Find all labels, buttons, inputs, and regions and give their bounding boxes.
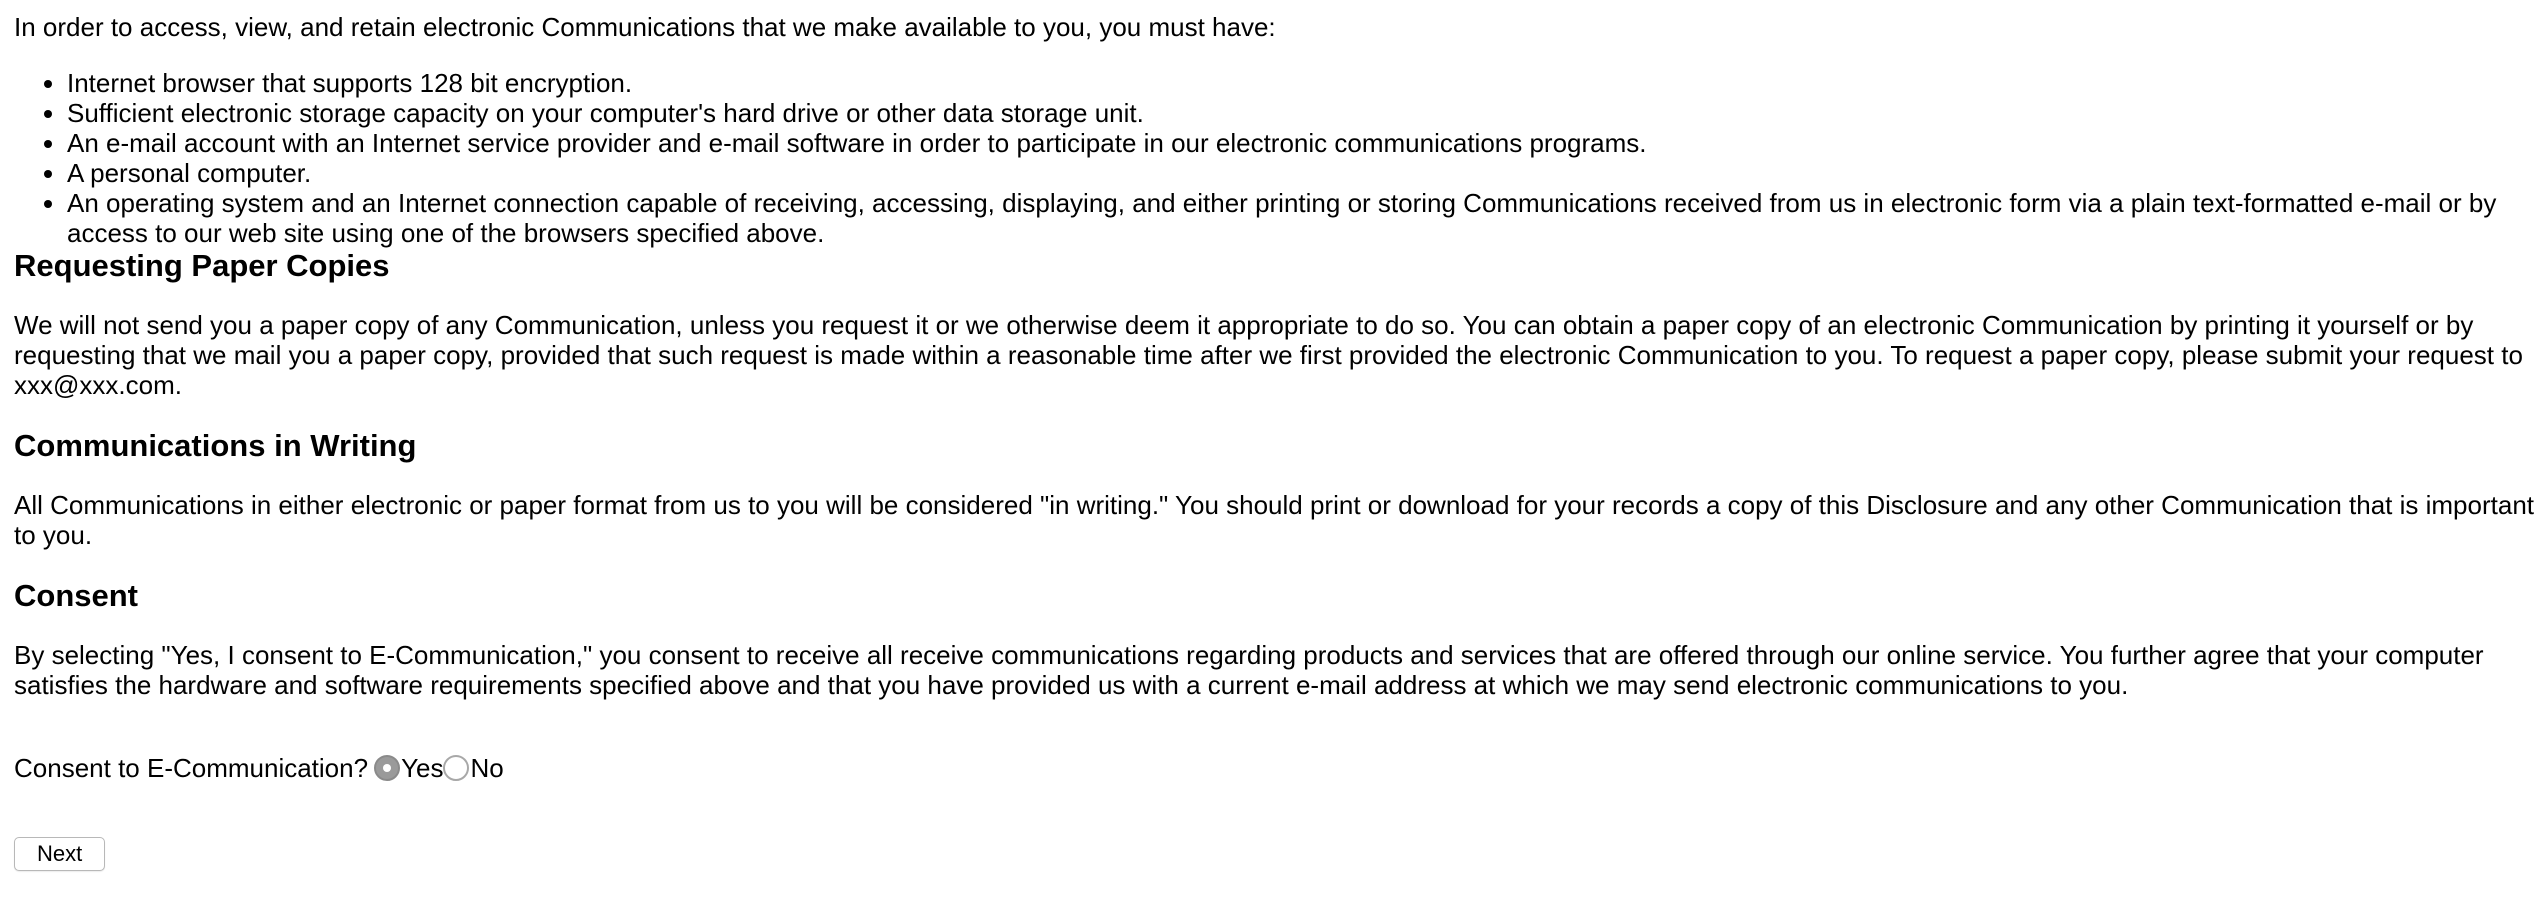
paper-copies-heading: Requesting Paper Copies — [14, 248, 390, 283]
consent-yes-label[interactable]: Yes — [401, 753, 444, 783]
list-item: • A personal computer. — [67, 158, 2534, 188]
consent-radio-group — [14, 753, 2534, 783]
consent-no-radio[interactable] — [443, 755, 469, 781]
paper-copies-text: We will not send you a paper copy of any Communication, unless you request it or we otherwise deem it appropriate to do so. You can obtain a paper copy of an electronic Communication by printing it yourself or by requesting that we mail you a paper copy, provided that such request is made within a reasonable time after we first provided the electronic Communication to you. To request a paper copy, please submit your request to xxx@xxx.com. — [14, 310, 2523, 400]
in-writing-heading: Communications in Writing — [14, 428, 417, 463]
requirements-list — [14, 68, 2534, 248]
consent-question-label: Consent to E-Communication? — [14, 753, 369, 783]
consent-no-label[interactable]: No — [470, 753, 504, 783]
radio-dot — [383, 764, 391, 772]
next-button[interactable]: Next — [14, 837, 105, 871]
list-item: • An e-mail account with an Internet service provider and e-mail software in order to participate in our electronic communications programs. — [67, 128, 2534, 158]
in-writing-text: All Communications in either electronic or paper format from us to you will be considered "in writing." You should print or download for your records a copy of this Disclosure and any other Communication that is important to you. — [14, 490, 2535, 550]
disclosure-content — [14, 12, 2534, 871]
next-button-wrap — [14, 837, 2534, 871]
consent-heading: Consent — [14, 578, 138, 613]
list-item: • Internet browser that supports 128 bit encryption. — [67, 68, 2534, 98]
consent-yes-radio[interactable] — [374, 755, 400, 781]
consent-text: By selecting "Yes, I consent to E-Communication," you consent to receive all receive communications regarding products and services that are offered through our online service. You further agree that your computer satisfies the hardware and software requirements specified above and that you have provided us with a current e-mail address at which we may send electronic communications to you. — [14, 640, 2484, 700]
list-item: • Sufficient electronic storage capacity on your computer's hard drive or other data storage unit. — [67, 98, 2534, 128]
intro-text: In order to access, view, and retain electronic Communications that we make available to you, you must have: — [14, 12, 1276, 42]
list-item: • An operating system and an Internet connection capable of receiving, accessing, displaying, and either printing or storing Communications received from us in electronic form via a plain text-formatted e-mail or by access to our web site using one of the browsers specified above. — [67, 188, 2534, 248]
